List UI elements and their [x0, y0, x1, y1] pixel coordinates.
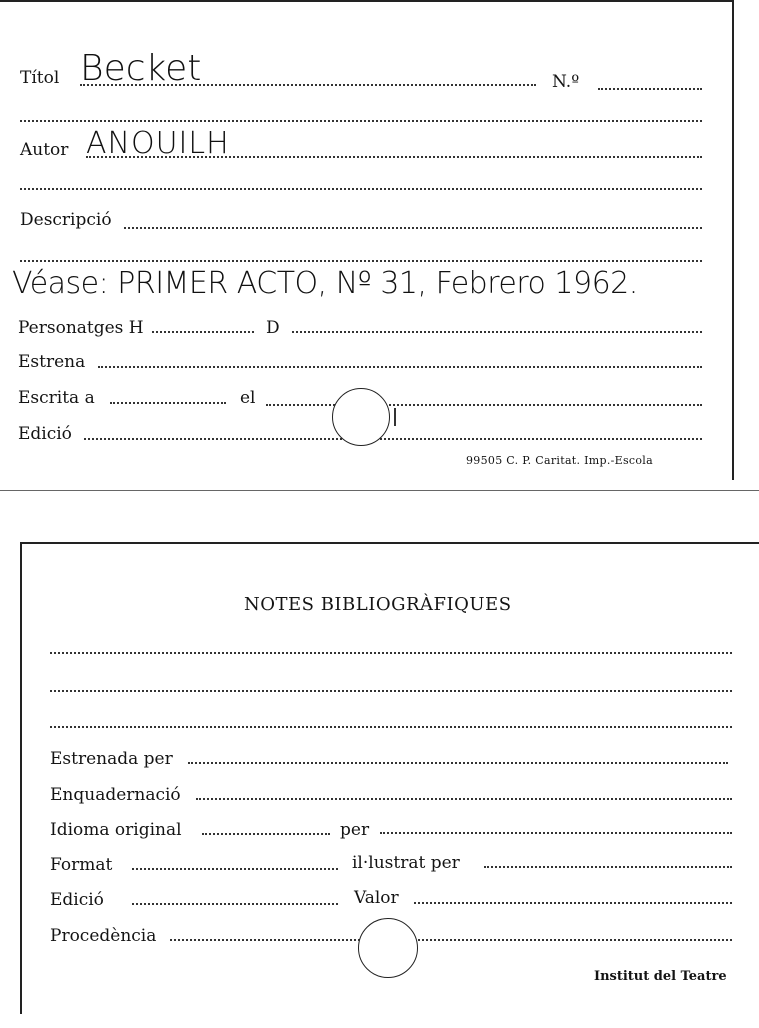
autor-value: ANOUILH	[86, 126, 230, 161]
enquadernacio-line	[196, 798, 732, 800]
idioma-per-label: per	[340, 820, 370, 840]
numero-line	[598, 88, 702, 90]
autor-line-2	[20, 188, 702, 190]
enquadernacio-label: Enquadernació	[50, 785, 181, 805]
format-label: Format	[50, 855, 113, 875]
estrena-label: Estrena	[18, 352, 86, 372]
institute-name: Institut del Teatre	[594, 969, 727, 984]
valor-label: Valor	[354, 888, 399, 908]
edicio-line	[84, 438, 702, 440]
card-separator	[0, 490, 759, 491]
personatges-d-line	[292, 331, 702, 333]
descripcio-label: Descripció	[20, 210, 112, 230]
descripcio-line	[124, 227, 702, 229]
titol-label: Títol	[20, 68, 60, 88]
titol-value: Becket	[80, 48, 202, 89]
edicio2-label: Edició	[50, 890, 104, 910]
estrenada-label: Estrenada per	[50, 749, 173, 769]
personatges-h-line	[152, 331, 254, 333]
titol-line	[80, 84, 536, 86]
edicio-label: Edició	[18, 424, 72, 444]
descripcio-line-2	[20, 260, 702, 262]
estrena-line	[98, 366, 702, 368]
personatges-d-label: D	[266, 318, 280, 338]
procedencia-line	[170, 939, 732, 941]
titol-line-2	[20, 120, 702, 122]
idioma-line	[202, 833, 330, 835]
edicio2-line	[132, 903, 338, 905]
autor-label: Autor	[20, 140, 69, 160]
estrenada-line	[188, 762, 728, 764]
notes-line-3	[50, 726, 732, 728]
personatges-label: Personatges H	[18, 318, 144, 338]
format-line	[132, 868, 338, 870]
illustrat-label: il·lustrat per	[352, 853, 460, 873]
catalog-card-front	[0, 0, 734, 480]
notes-line-1	[50, 652, 732, 654]
escrita-el-label: el	[240, 388, 256, 408]
vease-handwritten: Véase: PRIMER ACTO, Nº 31, Febrero 1962.	[12, 266, 638, 301]
punch-hole	[332, 388, 390, 446]
procedencia-label: Procedència	[50, 926, 157, 946]
idioma-per-line	[380, 832, 732, 834]
punch-tick	[394, 408, 396, 426]
escrita-el-line	[266, 404, 702, 406]
illustrat-line	[484, 866, 732, 868]
idioma-label: Idioma original	[50, 820, 182, 840]
autor-line	[86, 156, 702, 158]
escrita-line	[110, 402, 226, 404]
escrita-label: Escrita a	[18, 388, 95, 408]
valor-line	[414, 902, 732, 904]
punch-hole-2	[358, 918, 418, 978]
catalog-card-back	[20, 542, 759, 1014]
notes-title: NOTES BIBLIOGRÀFIQUES	[244, 594, 512, 615]
notes-line-2	[50, 690, 732, 692]
numero-label: N.º	[552, 72, 580, 92]
printer-imprint: 99505 C. P. Caritat. Imp.-Escola	[466, 454, 653, 467]
